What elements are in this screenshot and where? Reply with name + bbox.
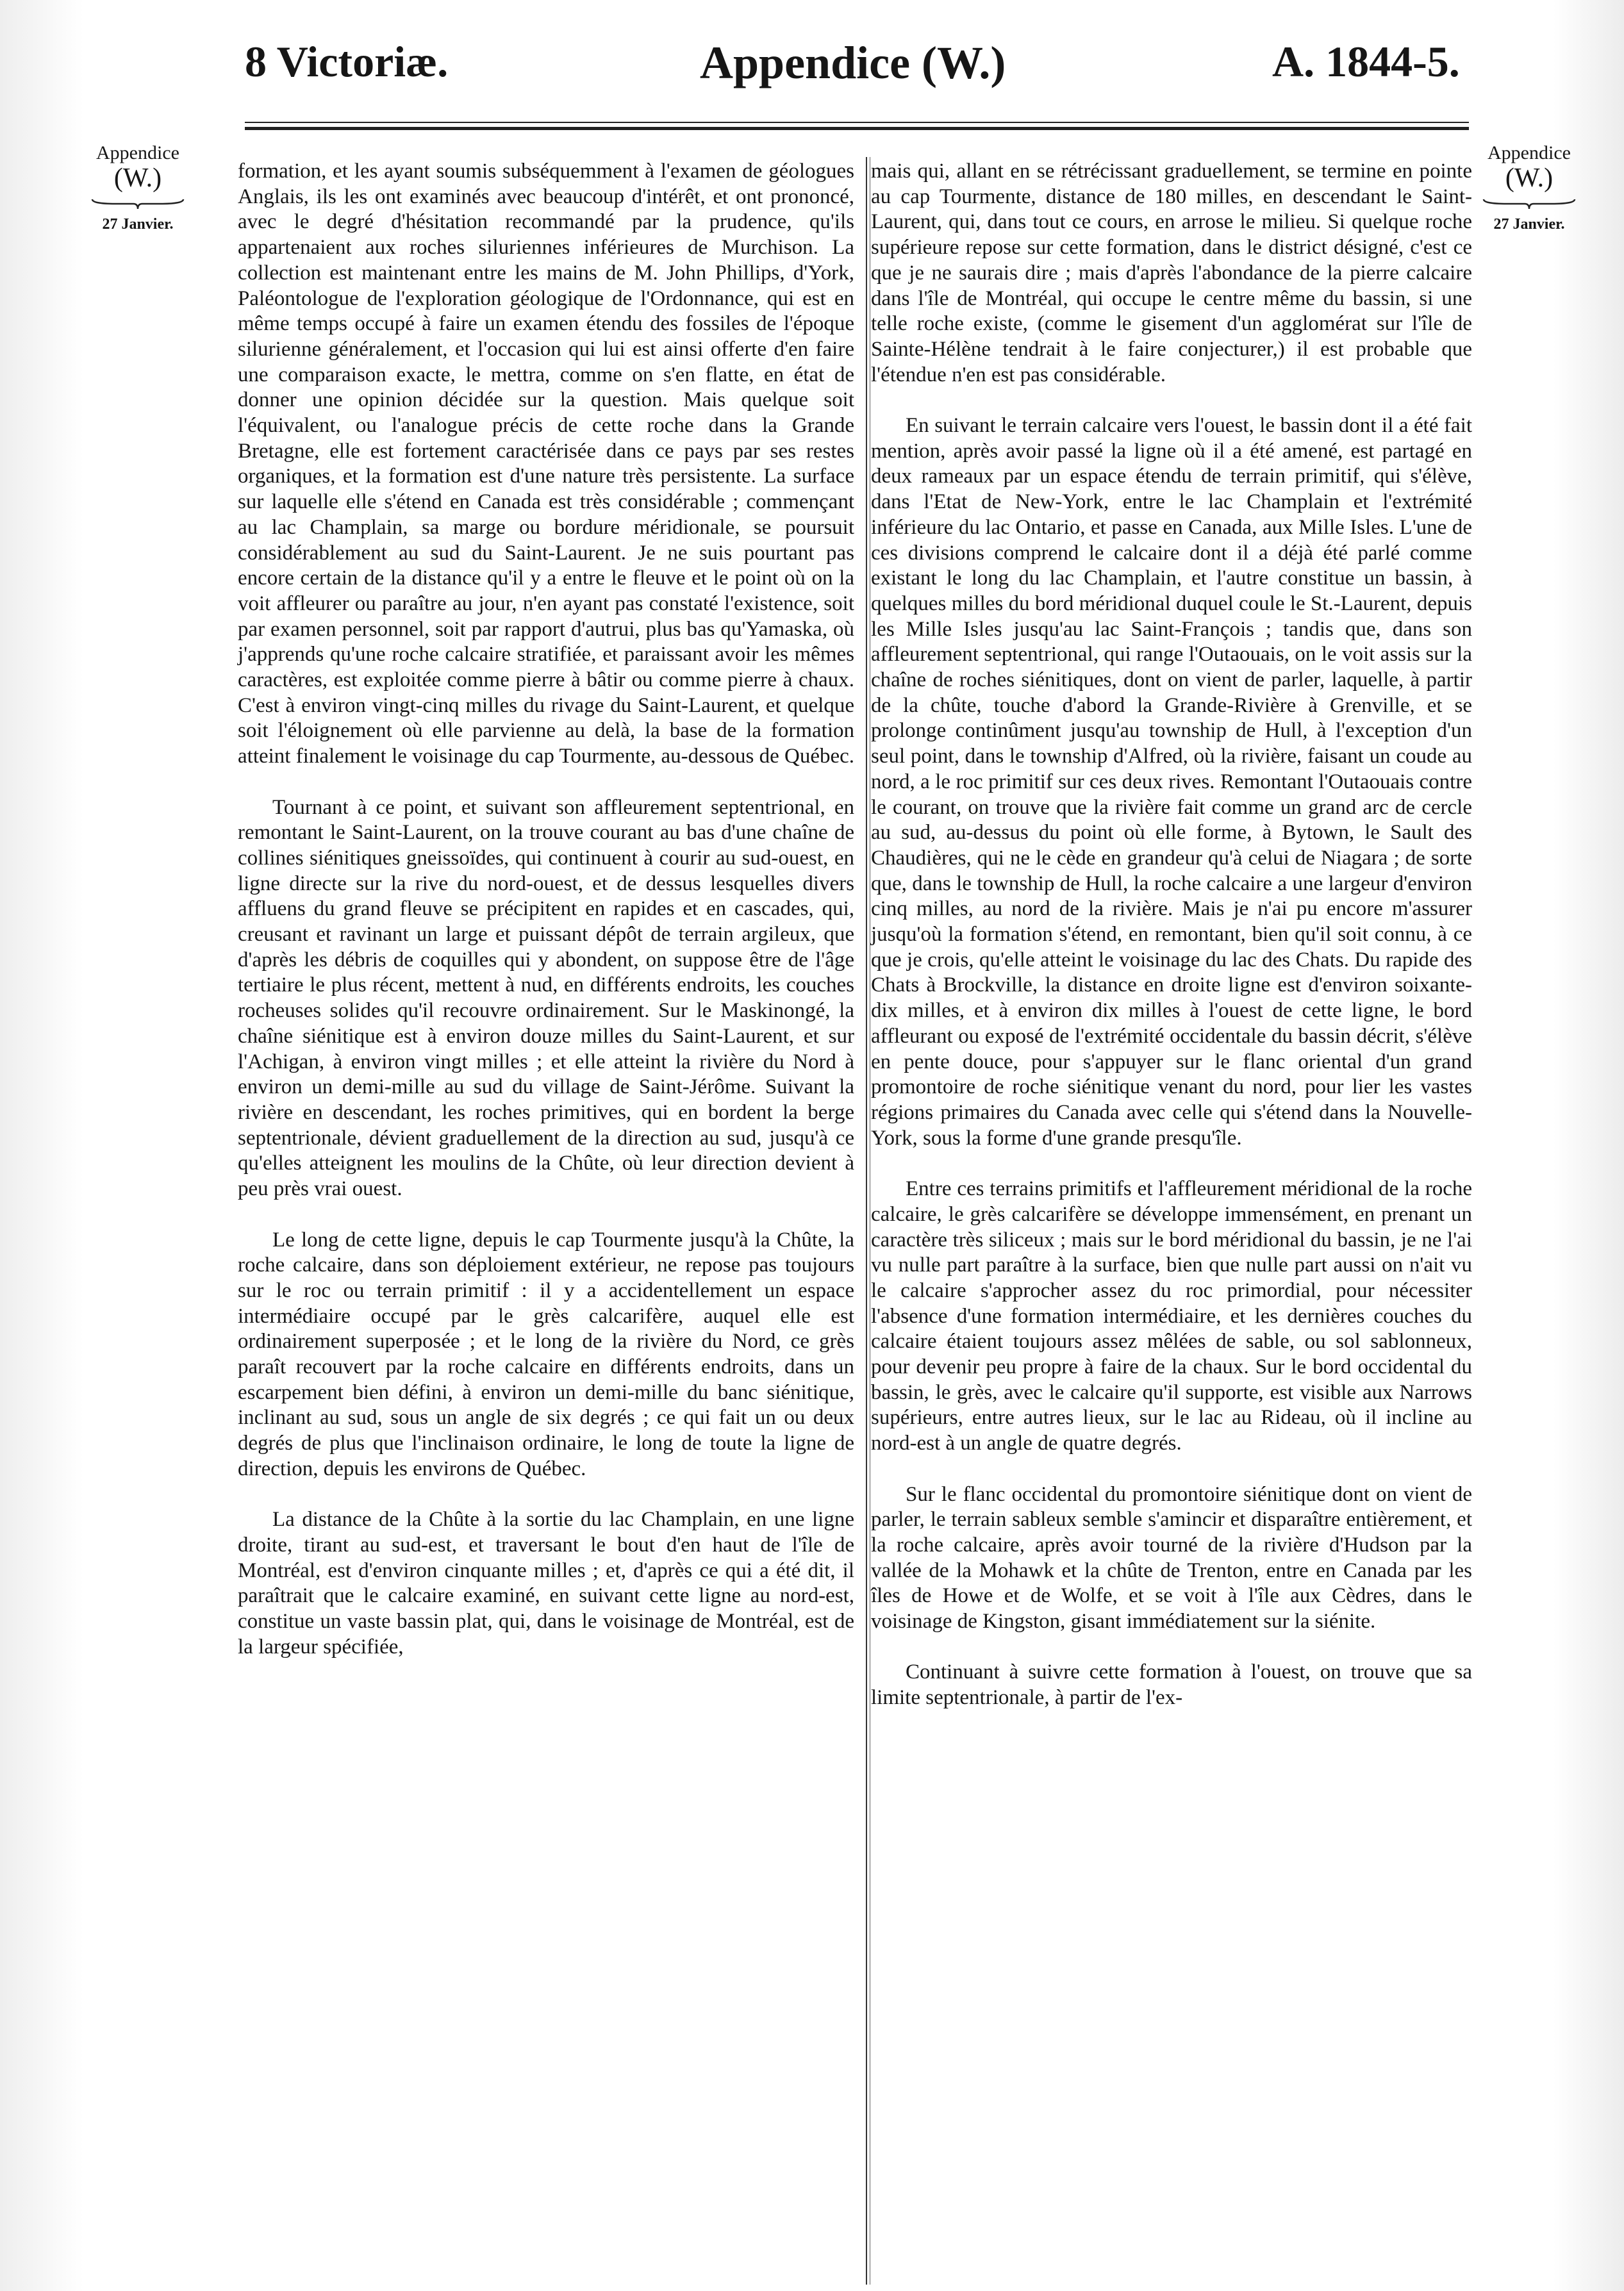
paragraph: mais qui, allant en se rétrécissant graduellement, se termine en pointe au cap Tourmente, distance de 180 milles, en descendant le Saint-Laurent, qui, dans tout ce cours, en arrose le milieu. Si quelque roche supérieure repose sur cette formation, dans le district désigné, c'est ce que je ne saurais dire ; mais d'après l'abondance de la pierre calcaire dans l'île de Montréal, qui occupe le centre même du bassin, si une telle roche existe, (comme le gisement d'un agglomérat sur l'île de Sainte-Hélène tendrait à le faire conjecturer,) il est probable que l'étendue n'en est pas considérable. <box>871 160 1472 386</box>
brace-icon <box>1481 197 1577 211</box>
paragraph: Entre ces terrains primitifs et l'affleurement méridional de la roche calcaire, le grès calcarifère se développe immensément, en prenant un caractère très siliceux ; mais sur le bord méridional du bassin, je ne l'ai vu nulle part paraître à la surface, bien que nulle part aussi on n'ait vu le calcaire s'approcher assez du roc primordial, pour nécessiter l'absence d'une formation intermédiaire, et les dernières couches du calcaire étaient toujours assez mêlées de sable, ou sol sablonneux, pour devenir peu propre à faire de la chaux. Sur le bord occidental du bassin, le grès, avec le calcaire qu'il supporte, est visible aux Narrows supérieurs, entre autres lieux, sur le lac au Rideau, où il incline au nord-est à un angle de quatre degrés. <box>871 1177 1472 1455</box>
paragraph: Sur le flanc occidental du promontoire siénitique dont on vient de parler, le terrain sableux semble s'amincir et disparaître entièrement, et la roche calcaire, après avoir tourné de la rivière d'Hudson par la vallée de la Mohawk et la chûte de Trenton, entre en Canada par les îles de Howe et de Wolfe, et se voit à l'île aux Cèdres, dans le voisinage de Kingston, gisant immédiatement sur la siénite. <box>871 1482 1472 1633</box>
page-edge-left <box>0 0 83 2291</box>
text-column-left <box>238 159 854 1660</box>
header-session: 8 Victoriæ. <box>245 37 449 86</box>
paragraph: Tournant à ce point, et suivant son affleurement septentrional, en remontant le Saint-Laurent, on la trouve courant au bas d'une chaîne de collines siénitiques gneissoïdes, qui continuent à courir au sud-ouest, en ligne directe sur la rive du nord-ouest, et de dessus lesquelles divers affluens du grand fleuve se précipitent en rapides et en cascades, qui, creusant et ravinant un large et puissant dépôt de terrain argileux, que d'après les débris de coquilles qui y abondent, on suppose être de l'âge tertiaire le plus récent, mettent à nud, en différents endroits, les couches rocheuses solides qu'il recouvre ordinairement. Sur le Maskinongé, la chaîne siénitique est à environ douze milles du Saint-Laurent, et sur l'Achigan, à environ vingt milles ; et elle atteint la rivière du Nord à environ un demi-mille au sud du village de Saint-Jérôme. Suivant la rivière en descendant, les roches primitives, qui en bordent la berge septentrionale, dévient graduellement de la direction au sud, jusqu'à ce qu'elles atteignent les moulins de la Chûte, où leur direction devient à peu près vrai ouest. <box>238 795 854 1201</box>
paragraph: Continuant à suivre cette formation à l'ouest, on trouve que sa limite septentrionale, à partir de l'ex- <box>871 1660 1472 1710</box>
brace-icon <box>90 197 186 211</box>
margin-note-title: Appendice <box>1487 142 1571 163</box>
paragraph: formation, et les ayant soumis subséquemment à l'examen de géologues Anglais, ils les ont examinés avec beaucoup d'intérêt, et ont prononcé, avec le degré d'hésitation recommandé par la prudence, qu'ils appartenaient aux roches siluriennes inférieures de Murchison. La collection est maintenant entre les mains de M. John Phillips, d'York, Paléontologue de l'exploration géologique de l'Ordonnance, qui est en même temps occupé à faire un examen étendu des fossiles de l'époque silurienne généralement, et l'occasion qui lui est ainsi offerte d'en faire une comparaison exacte, le mettra, comme on s'en flatte, en état de donner une opinion décidée sur la question. Mais quelque soit l'équivalent, ou l'analogue précis de cette roche dans la Grande Bretagne, elle est fortement caractérisée dans ce pays par ses restes organiques, et la formation est d'une nature très persistente. La surface sur laquelle elle s'étend en Canada est très considérable ; commençant au lac Champlain, sa marge ou bordure méridionale, se poursuit considérablement au sud du Saint-Laurent. Je ne suis pourtant pas encore certain de la distance qu'il y a entre le fleuve et le point où on la voit affleurer ou paraître au jour, n'en ayant pas constaté l'existence, soit par examen personnel, soit par rapport d'autrui, plus bas qu'Yamaska, où j'apprends qu'une roche calcaire stratifiée, et paraissant avoir les mêmes caractères, est exploitée comme pierre à bâtir ou comme pierre à chaux. C'est à environ vingt-cinq milles du rivage du Saint-Laurent, et quelque soit l'éloignement où elle parvienne au delà, la base de la formation atteint finalement le voisinage du cap Tourmente, au-dessous de Québec. <box>238 160 855 768</box>
margin-note-date: 27 Janvier. <box>1493 216 1565 233</box>
margin-note-code: (W.) <box>1505 163 1554 193</box>
header-title: Appendice (W.) <box>700 37 1006 88</box>
paragraph: Le long de cette ligne, depuis le cap Tourmente jusqu'à la Chûte, la roche calcaire, dans son déploiement extérieur, ne repose pas toujours sur le roc ou terrain primitif : il y a accidentellement un espace intermédiaire occupé par le grès calcarifère, auquel elle est ordinairement superposée ; et le long de la rivière du Nord, ce grès paraît recouvert par la roche calcaire en différents endroits, dans un escarpement bien défini, à environ un demi-mille du banc siénitique, inclinant au sud, sous un angle de six degrés ; ce qui fait un ou deux degrés de plus que l'inclinaison ordinaire, le long de toute la ligne de direction, depuis les environs de Québec. <box>238 1228 854 1480</box>
paragraph: En suivant le terrain calcaire vers l'ouest, le bassin dont il a été fait mention, après avoir passé la ligne où il a été amené, est partagé en deux rameaux par un espace étendu de terrain primitif, qui s'élève, dans l'Etat de New-York, entre le lac Champlain et l'extrémité inférieure du lac Ontario, et passe en Canada, aux Mille Isles. L'une de ces divisions comprend le calcaire dont il a déjà été parlé comme existant le long du lac Champlain, et l'autre constitue un bassin, à quelques milles du bord méridional duquel coule le St.-Laurent, depuis les Mille Isles jusqu'au lac Saint-François ; tandis que, dans son affleurement septentrional, qui range l'Outaouais, on le voit assis sur la chaîne de roches siénitiques, dont on vient de parler, laquelle, à partir de la chûte, touche d'abord la Grande-Rivière à Grenville, et se prolonge continûment jusqu'au township de Hull, à l'exception d'un seul point, dans le township d'Alfred, où la rivière, faisant un coude au nord, a le roc primitif sur ces deux rives. Remontant l'Outaouais contre le courant, on trouve que la rivière fait comme un grand arc de cercle au sud, au-dessus du point où elle forme, à Bytown, le Sault des Chaudières, qui ne le cède en grandeur qu'à celui de Niagara ; de sorte que, dans le township de Hull, la roche calcaire a une largeur d'environ cinq milles, au nord de la rivière. Mais je n'ai pu encore m'assurer jusqu'où la formation s'étend, en remontant, bien qu'il soit connu, à ce que je crois, qu'elle atteint le voisinage du lac des Chats. Du rapide des Chats à Brockville, la distance en droite ligne est d'environ soixante-dix milles, et à environ dix milles à l'ouest de cette ligne, le bord affleurant ou exposé de l'extrémité occidentale du bassin décrit, s'élève en pente douce, pour s'appuyer sur le flanc oriental d'un grand promontoire de roche siénitique venant du nord, pour lier les vastes régions primaires du Canada avec celle qui s'étend dans la Nouvelle-York, sous la forme d'une grande presqu'île. <box>871 414 1472 1150</box>
margin-note-code: (W.) <box>113 163 162 193</box>
margin-note-right <box>1465 142 1593 233</box>
column-divider <box>866 157 867 2285</box>
margin-note-left <box>74 142 202 233</box>
text-column-right <box>871 159 1472 1711</box>
page-edge-right <box>1554 0 1624 2291</box>
paragraph: La distance de la Chûte à la sortie du lac Champlain, en une ligne droite, tirant au sud-est, et traversant le bout d'en haut de l'île de Montréal, est d'environ cinquante milles ; et, d'après ce qui a été dit, il paraîtrait que le calcaire examiné, en suivant cette ligne au nord-est, constitue un vaste bassin plat, qui, dans le voisinage de Montréal, est de la largeur spécifiée, <box>238 1508 854 1658</box>
header-rule-thin <box>245 122 1469 123</box>
header-rule-thick <box>245 127 1469 130</box>
margin-note-title: Appendice <box>96 142 179 163</box>
header-year: A. 1844-5. <box>1272 37 1460 86</box>
margin-note-date: 27 Janvier. <box>102 216 174 233</box>
